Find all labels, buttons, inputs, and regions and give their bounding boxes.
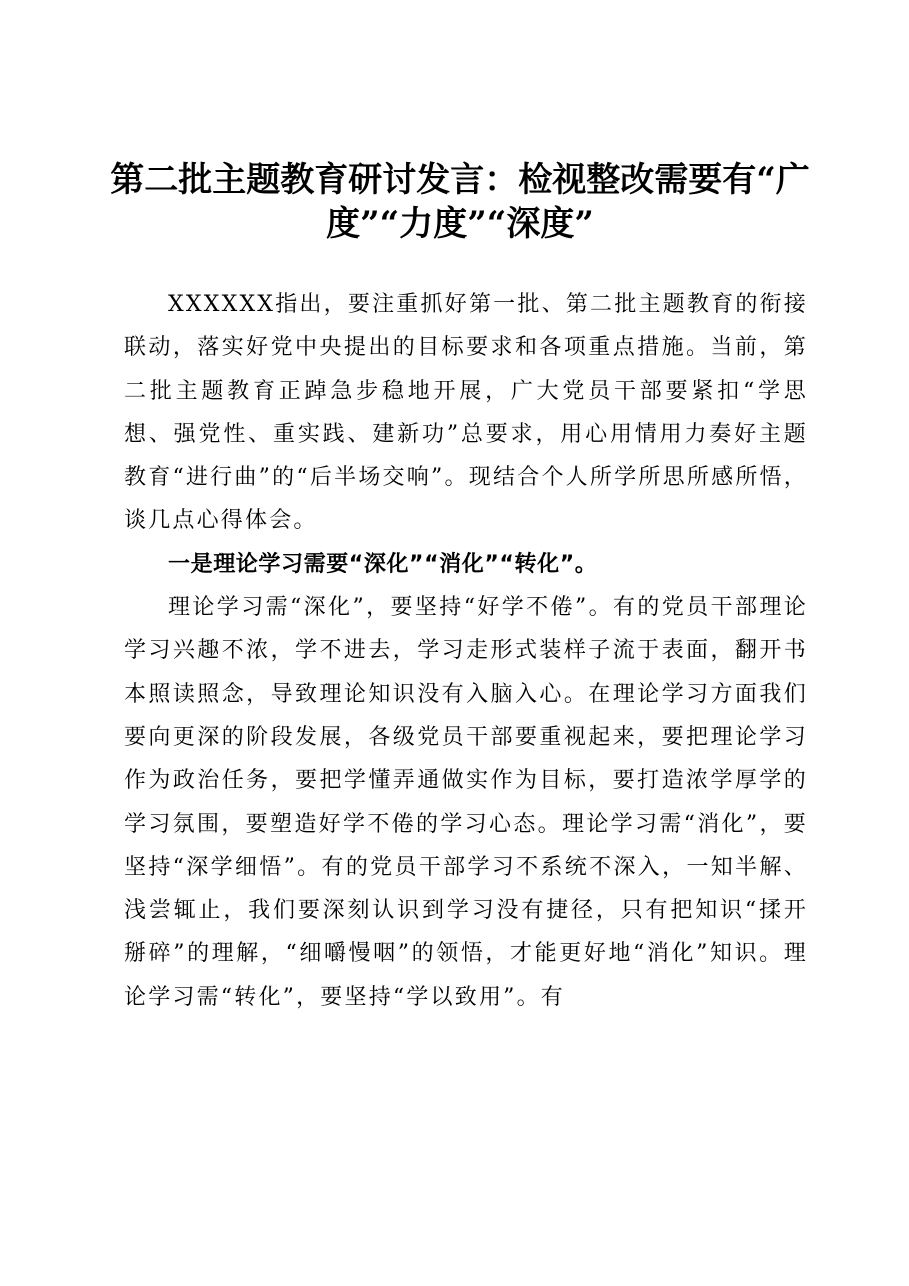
document-title: 第二批主题教育研讨发言：检视整改需要有“广度”“力度”“深度” <box>110 160 810 244</box>
intro-paragraph: XXXXXX指出，要注重抓好第一批、第二批主题教育的衔接联动，落实好党中央提出的目标要求和各项重点措施。当前，第二批主题教育正踔急步稳地开展，广大党员干部要紧扣“学思想、强党性、重实践、建新功”总要求，用心用情用力奏好主题教育“进行曲”的“后半场交响”。现结合个人所学所思所感所悟，谈几点心得体会。 <box>124 292 808 534</box>
body-paragraph: 理论学习需“深化”，要坚持“好学不倦”。有的党员干部理论学习兴趣不浓，学不进去，学习走形式装样子流于表面，翻开书本照读照念，导致理论知识没有入脑入心。在理论学习方面我们要向更深的阶段发展，各级党员干部要重视起来，要把理论学习作为政治任务，要把学懂弄通做实作为目标，要打造浓学厚学的学习氛围，要塑造好学不倦的学习心态。理论学习需“消化”，要坚持“深学细悟”。有的党员干部学习不系统不深入，一知半解、浅尝辄止，我们要深刻认识到学习没有捷径，只有把知识“揉开掰碎”的理解，“细嚼慢咽”的领悟，才能更好地“消化”知识。理论学习需“转化”，要坚持“学以致用”。有 <box>124 595 808 1010</box>
document-body <box>124 283 808 1019</box>
section-heading: 一是理论学习需要“深化”“消化”“转化”。 <box>168 551 598 577</box>
